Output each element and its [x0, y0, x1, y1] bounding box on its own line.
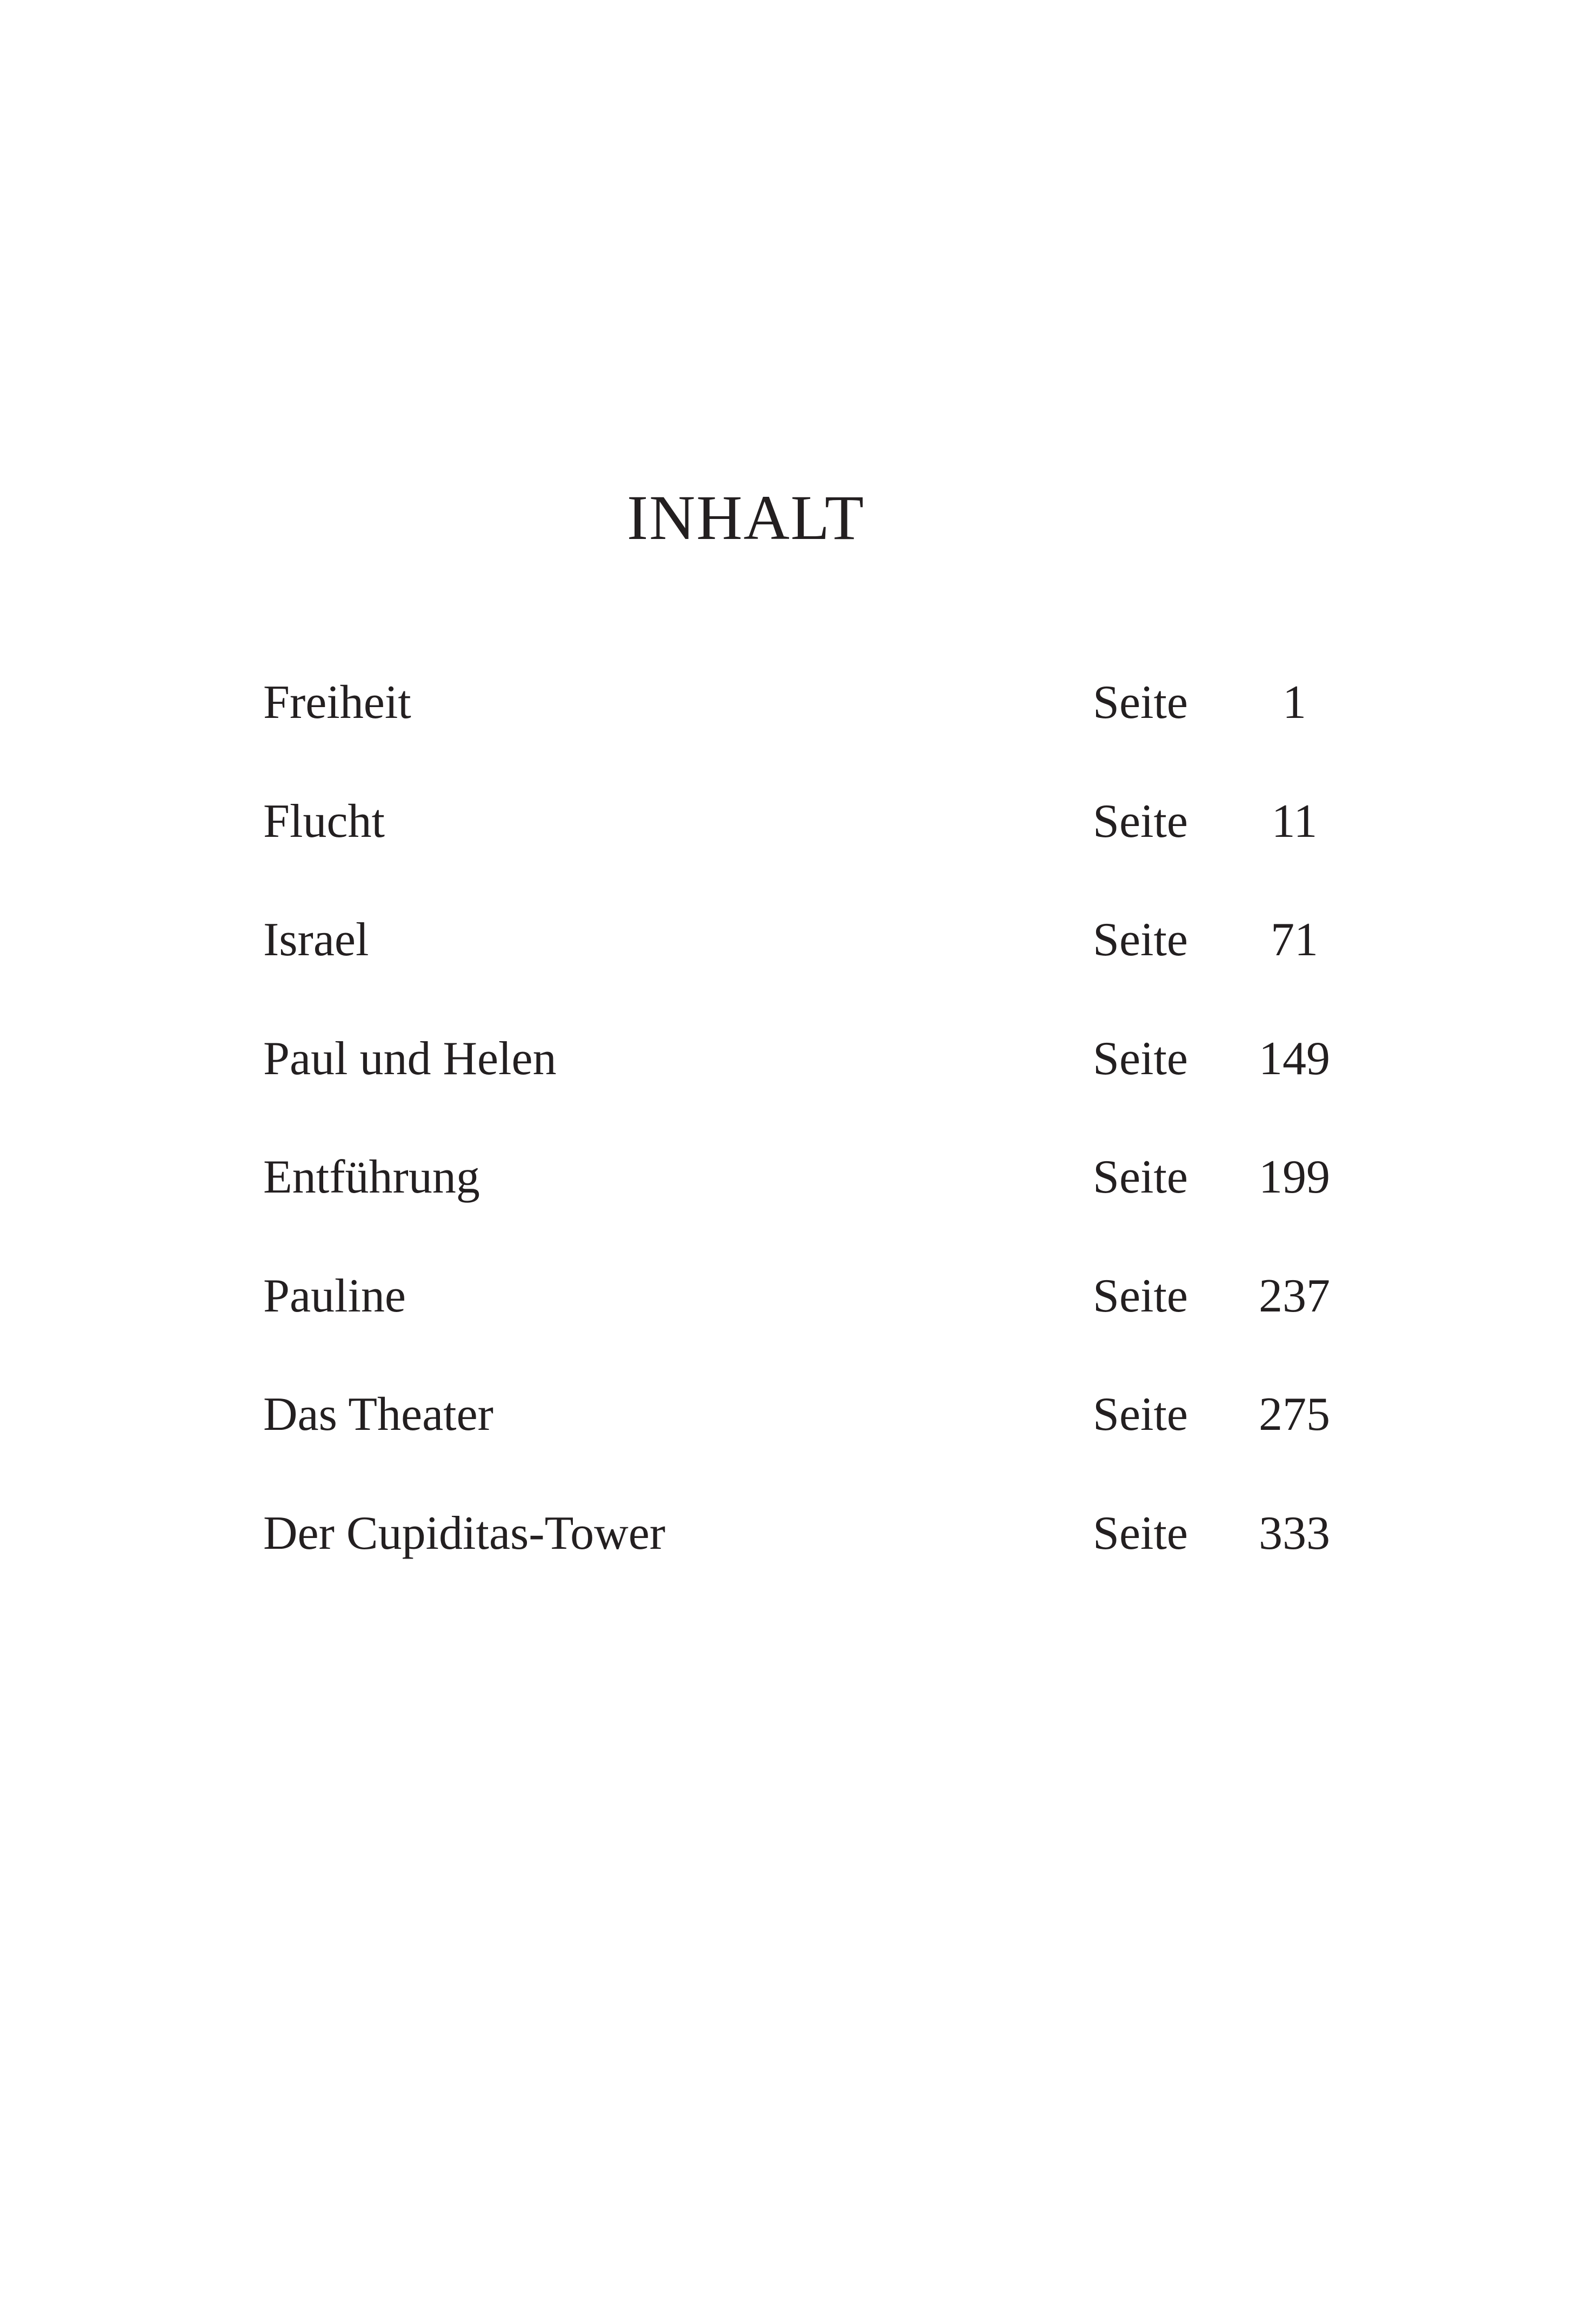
toc-entry-seite-label: Seite [1093, 1269, 1188, 1322]
toc-entry-page-number: 149 [1259, 1032, 1330, 1085]
toc-entry-seite-label: Seite [1093, 1151, 1188, 1203]
toc-entry-title: Paul und Helen [263, 1032, 557, 1085]
toc-entry-title: Pauline [263, 1269, 406, 1322]
toc-entry-page-number: 199 [1259, 1151, 1330, 1203]
toc-entry [0, 1027, 1596, 1146]
toc-entry [0, 908, 1596, 1027]
toc-entry [0, 1382, 1596, 1501]
toc-entry-page-number: 275 [1259, 1388, 1330, 1441]
toc-entry-title: Das Theater [263, 1388, 493, 1441]
toc-entry-seite-label: Seite [1093, 1388, 1188, 1441]
toc-entry-seite-label: Seite [1093, 1507, 1188, 1560]
toc-entry-seite-label: Seite [1093, 914, 1188, 966]
toc-entry-page-number: 1 [1283, 676, 1306, 729]
toc-entry-title: Entführung [263, 1151, 480, 1203]
toc-entry [0, 1264, 1596, 1383]
toc-entry-seite-label: Seite [1093, 795, 1188, 848]
toc-entry-title: Freiheit [263, 676, 411, 729]
toc-entry [0, 1145, 1596, 1264]
toc-entry [0, 789, 1596, 908]
toc-heading: INHALT [626, 482, 865, 553]
toc-entry-page-number: 333 [1259, 1507, 1330, 1560]
toc-entry [0, 1501, 1596, 1620]
table-of-contents [0, 670, 1596, 1620]
toc-entry-page-number: 237 [1259, 1269, 1330, 1322]
toc-entry-title: Flucht [263, 795, 385, 848]
toc-entry-page-number: 71 [1271, 914, 1318, 966]
toc-entry-seite-label: Seite [1093, 676, 1188, 729]
toc-entry-title: Der Cupiditas-Tower [263, 1507, 666, 1560]
toc-entry-seite-label: Seite [1093, 1032, 1188, 1085]
toc-entry-page-number: 11 [1271, 795, 1318, 848]
toc-entry-title: Israel [263, 914, 369, 966]
toc-entry [0, 670, 1596, 789]
